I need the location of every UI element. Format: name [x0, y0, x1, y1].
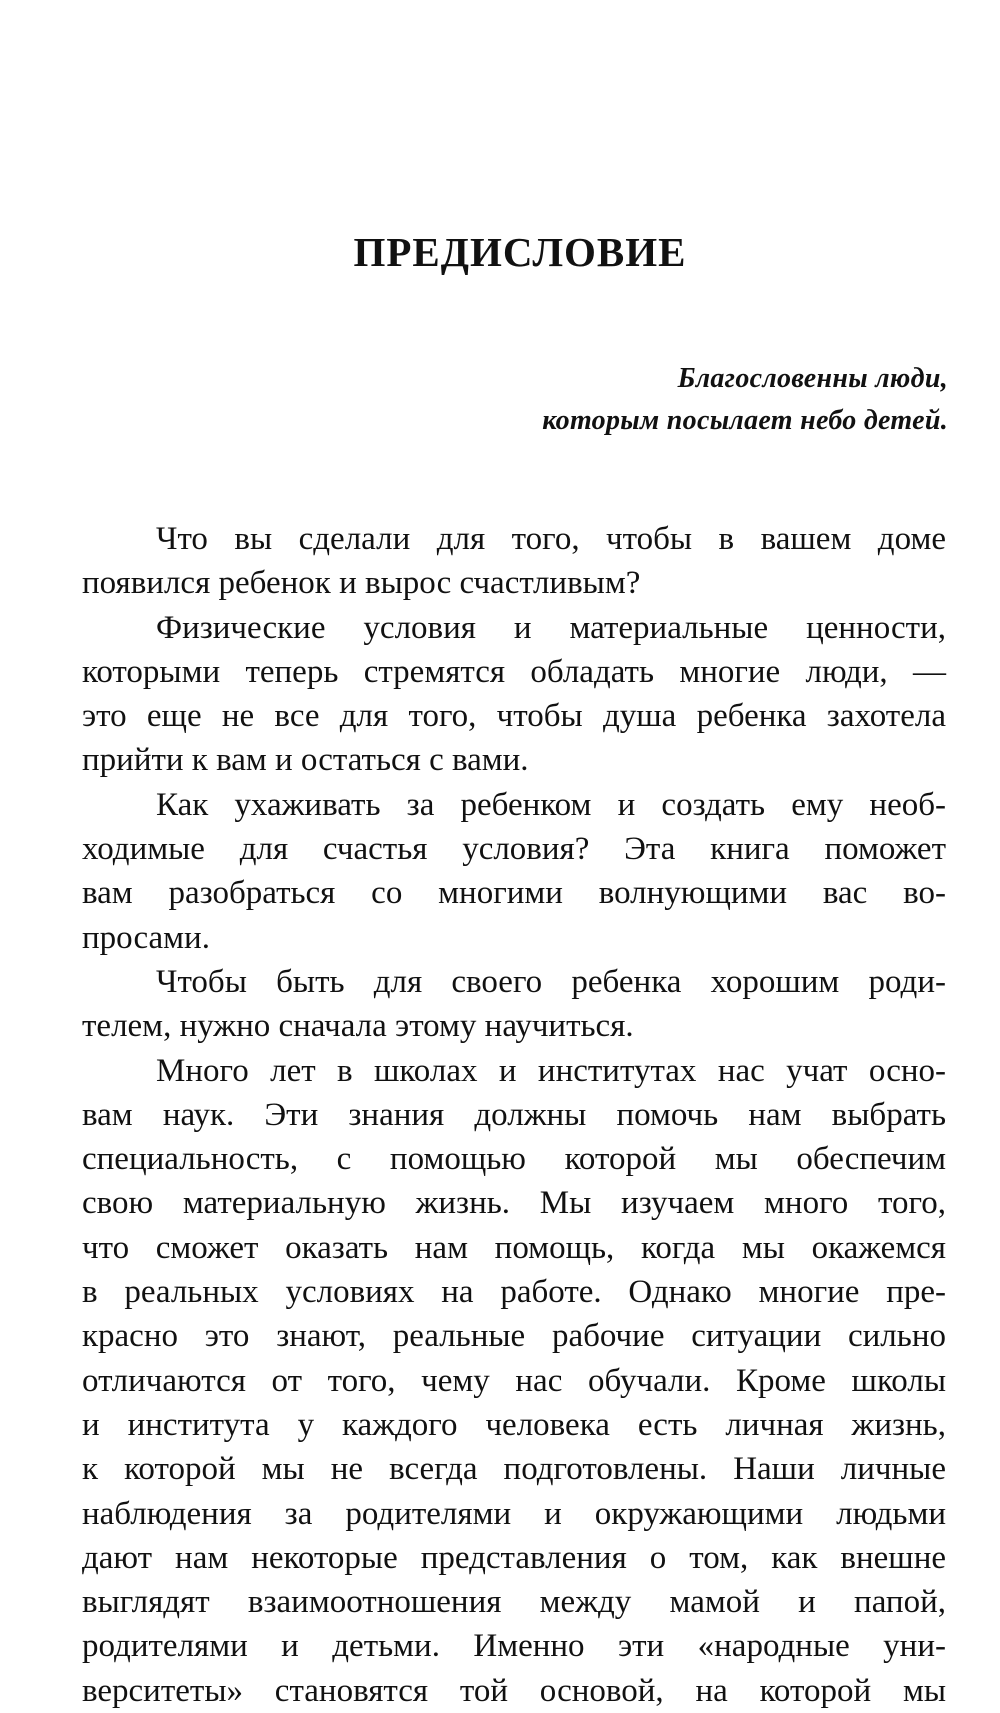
text-line: к которой мы не всегда подготовлены. Наши личные — [82, 1451, 946, 1488]
chapter-title: ПРЕДИСЛОВИЕ — [353, 229, 687, 275]
text-line: телем, нужно сначала этому научиться. — [82, 1008, 634, 1045]
text-line: вам разобраться со многими волнующими вас во- — [82, 875, 946, 912]
text-line: в реальных условиях на работе. Однако многие пре- — [82, 1274, 946, 1311]
text-line: это еще не все для того, чтобы душа ребенка захотела — [82, 698, 946, 735]
text-line: ходимые для счастья условия? Эта книга поможет — [82, 831, 946, 868]
text-line: выглядят взаимоотношения между мамой и папой, — [82, 1584, 946, 1621]
text-line: дают нам некоторые представления о том, как внешне — [82, 1539, 946, 1576]
text-line: родителями и детьми. Именно эти «народные уни- — [82, 1628, 946, 1665]
text-line: наблюдения за родителями и окружающими людьми — [82, 1495, 946, 1532]
text-line: отличаются от того, чему нас обучали. Кроме школы — [82, 1362, 946, 1399]
text-line: Физические условия и материальные ценности, — [156, 609, 946, 646]
text-line: Что вы сделали для того, чтобы в вашем доме — [156, 521, 946, 557]
text-line: Как ухаживать за ребенком и создать ему необ- — [156, 786, 946, 823]
text-line: свою материальную жизнь. Мы изучаем много того, — [82, 1185, 946, 1222]
text-line: и института у каждого человека есть личная жизнь, — [82, 1406, 946, 1443]
body-text — [82, 517, 946, 1713]
text-line: вам наук. Эти знания должны помочь нам выбрать — [82, 1096, 946, 1133]
text-line: красно это знают, реальные рабочие ситуации сильно — [82, 1318, 946, 1355]
epigraph — [248, 358, 948, 442]
text-line: Чтобы быть для своего ребенка хорошим роди- — [156, 963, 946, 1000]
epigraph-line: Благословенны люди, — [677, 363, 948, 394]
text-line: которыми теперь стремятся обладать многие люди, — — [82, 653, 946, 690]
text-line: специальность, с помощью которой мы обеспечим — [82, 1141, 946, 1178]
text-line: верситеты» становятся той основой, на которой мы — [82, 1672, 946, 1709]
text-line: просами. — [82, 919, 210, 956]
text-line: Много лет в школах и институтах нас учат осно- — [156, 1052, 946, 1089]
text-line: появился ребенок и вырос счастливым? — [82, 565, 641, 602]
epigraph-line: которым посылает небо детей. — [542, 405, 948, 436]
text-line: что сможет оказать нам помощь, когда мы окажемся — [82, 1229, 946, 1266]
text-line: прийти к вам и остаться с вами. — [82, 742, 529, 779]
